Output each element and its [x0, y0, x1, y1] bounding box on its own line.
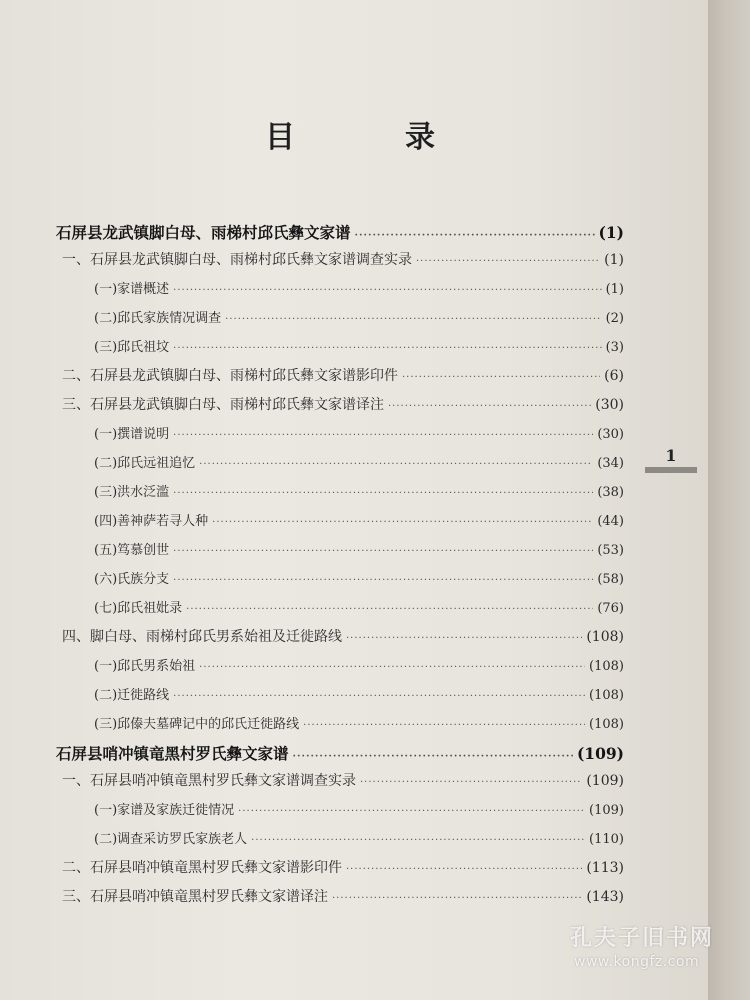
toc-entry: [56, 278, 624, 307]
toc-entry-title: (一)家谱概述: [94, 282, 170, 297]
page-number-marker: [645, 447, 697, 473]
toc-leader-dots: [388, 401, 591, 412]
watermark-url: www.kongfz.com: [574, 954, 700, 970]
toc-entry: [56, 452, 624, 481]
toc-entry-page: (44): [597, 514, 624, 529]
toc-entry-title: (二)调查采访罗氏家族老人: [94, 832, 248, 847]
background-surface: [708, 0, 750, 1000]
toc-entry-page: (109): [586, 773, 624, 789]
toc-entry-title: (三)邱氏祖坟: [94, 340, 170, 355]
toc-leader-dots: [293, 751, 573, 762]
toc-entry: [56, 394, 624, 423]
toc-leader-dots: [173, 430, 593, 441]
toc-entry: [56, 539, 624, 568]
toc-entry-page: (58): [597, 572, 624, 587]
toc-leader-dots: [199, 459, 593, 470]
toc-entry: [56, 713, 624, 742]
toc-leader-dots: [186, 604, 593, 615]
toc-entry: [56, 857, 624, 886]
toc-entry-page: (1): [598, 223, 624, 242]
toc-entry: [56, 336, 624, 365]
toc-leader-dots: [416, 256, 600, 267]
page-number-bar: [645, 467, 697, 473]
toc-entry-title: (二)邱氏家族情况调查: [94, 311, 222, 326]
toc-entry-page: (143): [586, 889, 624, 905]
toc-entry-title: 三、石屏县龙武镇脚白母、雨梯村邱氏彝文家谱译注: [62, 397, 384, 413]
page-number: 1: [665, 446, 677, 465]
toc-leader-dots: [346, 864, 582, 875]
toc-leader-dots: [212, 517, 593, 528]
toc-entry-title: (二)邱氏远祖追忆: [94, 456, 196, 471]
toc-entry-title: 一、石屏县龙武镇脚白母、雨梯村邱氏彝文家谱调查实录: [62, 252, 412, 268]
toc-entry-page: (113): [586, 860, 624, 876]
toc-leader-dots: [173, 343, 601, 354]
toc-entry-title: (一)家谱及家族迁徙情况: [94, 803, 235, 818]
toc-entry: [56, 481, 624, 510]
toc-entry: [56, 597, 624, 626]
toc-entry-title: (一)邱氏男系始祖: [94, 659, 196, 674]
page-title: 目 录: [265, 120, 475, 155]
toc-entry-title: (二)迁徙路线: [94, 688, 170, 703]
toc-entry: [56, 249, 624, 278]
toc-entry-title: (一)撰谱说明: [94, 427, 170, 442]
toc-entry-page: (108): [589, 688, 624, 703]
toc-entry-page: (110): [589, 832, 624, 847]
toc-entry-title: (三)洪水泛滥: [94, 485, 170, 500]
site-watermark: [570, 925, 740, 971]
toc-entry: [56, 886, 624, 915]
toc-entry: [56, 684, 624, 713]
toc-entry-title: (三)邱傣夫墓碑记中的邱氏迁徙路线: [94, 717, 300, 732]
toc-leader-dots: [173, 691, 585, 702]
toc-entry-page: (6): [604, 368, 624, 384]
toc-entry-page: (53): [597, 543, 624, 558]
toc-entry-title: 二、石屏县哨冲镇竜黑村罗氏彝文家谱影印件: [62, 860, 342, 876]
toc-leader-dots: [251, 835, 585, 846]
toc-leader-dots: [173, 575, 593, 586]
toc-entry-page: (108): [589, 717, 624, 732]
toc-entry-title: (四)善神萨若寻人种: [94, 514, 209, 529]
toc-entry: [56, 221, 624, 249]
toc-entry-page: (108): [586, 629, 624, 645]
toc-leader-dots: [173, 488, 593, 499]
toc-entry-page: (1): [604, 252, 624, 268]
toc-entry-title: 石屏县哨冲镇竜黑村罗氏彝文家谱: [56, 744, 289, 763]
toc-entry: [56, 742, 624, 770]
toc-entry: [56, 828, 624, 857]
table-of-contents: [56, 221, 624, 915]
toc-leader-dots: [303, 720, 585, 731]
toc-entry: [56, 423, 624, 452]
toc-entry-page: (3): [605, 340, 624, 355]
toc-entry-title: 四、脚白母、雨梯村邱氏男系始祖及迁徙路线: [62, 629, 342, 645]
toc-entry: [56, 307, 624, 336]
toc-entry-title: (六)氏族分支: [94, 572, 170, 587]
toc-entry: [56, 655, 624, 684]
toc-entry-title: 石屏县龙武镇脚白母、雨梯村邱氏彝文家谱: [56, 223, 351, 242]
toc-entry-title: (五)笃慕创世: [94, 543, 170, 558]
toc-entry-page: (1): [605, 282, 624, 297]
toc-leader-dots: [360, 777, 582, 788]
toc-leader-dots: [238, 806, 585, 817]
toc-entry-page: (109): [576, 744, 624, 763]
toc-leader-dots: [173, 546, 593, 557]
toc-entry-page: (34): [597, 456, 624, 471]
toc-entry: [56, 799, 624, 828]
toc-leader-dots: [225, 314, 601, 325]
toc-entry: [56, 770, 624, 799]
toc-entry-page: (76): [597, 601, 624, 616]
toc-entry: [56, 510, 624, 539]
watermark-chinese: 孔夫子旧书网: [570, 926, 715, 951]
toc-leader-dots: [346, 633, 582, 644]
toc-entry-page: (108): [589, 659, 624, 674]
toc-entry-title: 二、石屏县龙武镇脚白母、雨梯村邱氏彝文家谱影印件: [62, 368, 398, 384]
toc-entry-page: (30): [595, 397, 624, 413]
toc-entry-page: (109): [589, 803, 624, 818]
toc-leader-dots: [402, 372, 600, 383]
toc-entry: [56, 626, 624, 655]
toc-entry-page: (38): [597, 485, 624, 500]
toc-leader-dots: [199, 662, 585, 673]
toc-entry: [56, 568, 624, 597]
toc-entry-title: (七)邱氏祖妣录: [94, 601, 183, 616]
toc-entry: [56, 365, 624, 394]
toc-entry-page: (2): [605, 311, 624, 326]
toc-entry-page: (30): [597, 427, 624, 442]
toc-leader-dots: [355, 230, 595, 241]
toc-entry-title: 三、石屏县哨冲镇竜黑村罗氏彝文家谱译注: [62, 889, 328, 905]
toc-leader-dots: [332, 893, 582, 904]
toc-leader-dots: [173, 285, 601, 296]
toc-entry-title: 一、石屏县哨冲镇竜黑村罗氏彝文家谱调查实录: [62, 773, 356, 789]
